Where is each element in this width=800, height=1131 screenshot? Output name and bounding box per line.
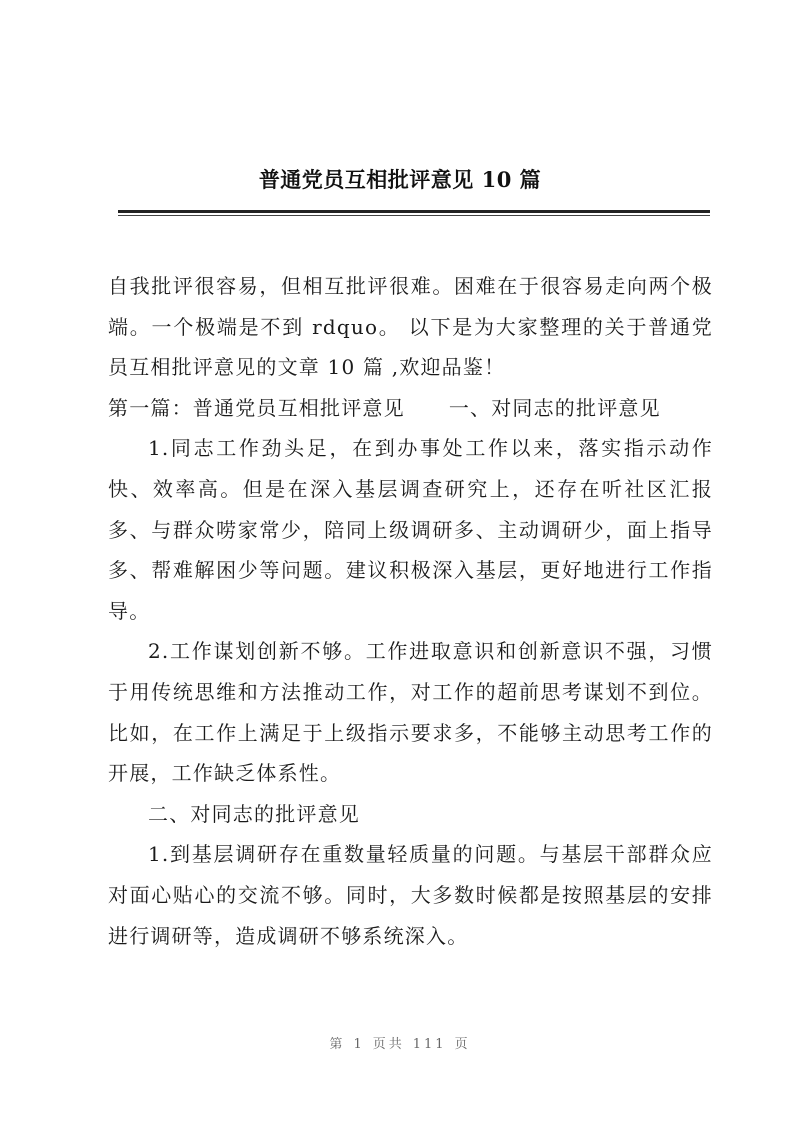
subheading-2: 二、对同志的批评意见 [148,801,360,826]
title-divider-thick [118,210,710,213]
footer-total-pages: 111 [412,1037,447,1052]
document-body [108,266,713,956]
footer-middle: 页共 [372,1037,405,1052]
footer-prefix: 第 [329,1037,346,1052]
intro-paragraph: 自我批评很容易，但相互批评很难。困难在于很容易走向两个极端。一个极端是不到 rdquo。 以下是为大家整理的关于普通党员互相批评意见的文章 10 篇 ,欢迎品鉴！ [108,274,713,380]
paragraph-2: 2.工作谋划创新不够。工作进取意识和创新意识不强，习惯于用传统思维和方法推动工作，对工作的超前思考谋划不到位。比如，在工作上满足于上级指示要求多，不能够主动思考工作的开展，工作缺乏体系性。 [108,639,713,786]
page-footer [0,1033,800,1052]
section-heading-subtitle: 一、对同志的批评意见 [448,395,661,420]
footer-page-number: 1 [353,1037,365,1052]
title-divider-thin [118,215,710,216]
paragraph-1: 1.同志工作劲头足，在到办事处工作以来，落实指示动作快、效率高。但是在深入基层调查研究上，还存在听社区汇报多、与群众唠家常少，陪同上级调研多、主动调研少，面上指导多、帮难解困少等问题。建议积极深入基层，更好地进行工作指导。 [108,436,713,623]
section-heading-title: 第一篇：普通党员互相批评意见 [108,395,405,420]
section-heading-line [108,388,713,429]
footer-suffix: 页 [454,1037,471,1052]
document-title: 普通党员互相批评意见 10 篇 [258,167,542,192]
paragraph-3: 1.到基层调研存在重数量轻质量的问题。与基层干部群众应对面心贴心的交流不够。同时，大多数时候都是按照基层的安排进行调研等，造成调研不够系统深入。 [108,842,713,948]
